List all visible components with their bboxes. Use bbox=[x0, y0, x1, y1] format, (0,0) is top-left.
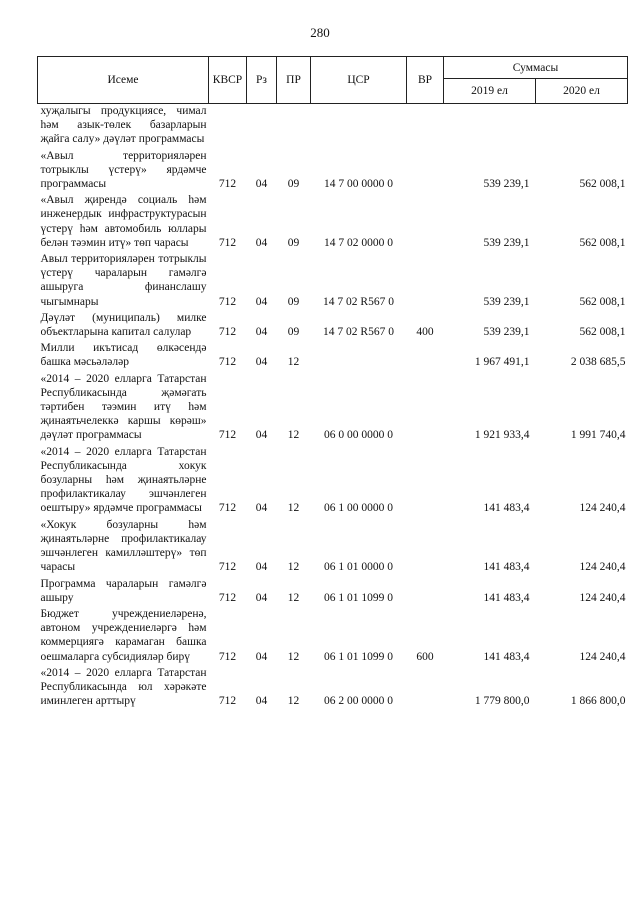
row-amount-2019: 1 967 491,1 bbox=[474, 356, 530, 369]
row-amount-2020: 1 991 740,4 bbox=[570, 429, 626, 442]
row-amount-2019: 141 483,4 bbox=[483, 561, 530, 574]
row-csr: 14 7 02 R567 0 bbox=[323, 326, 394, 339]
row-rz: 04 bbox=[255, 356, 268, 369]
row-amount-2020: 124 240,4 bbox=[579, 650, 626, 663]
row-kvsr: 712 bbox=[218, 502, 237, 515]
row-kvsr: 712 bbox=[218, 326, 237, 339]
row-amount-2020: 562 008,1 bbox=[579, 178, 626, 191]
header-kvsr: КВСР bbox=[209, 57, 247, 104]
row-amount-2019: 539 239,1 bbox=[483, 178, 530, 191]
row-pr: 09 bbox=[287, 236, 300, 249]
row-vr bbox=[407, 104, 444, 147]
row-name: «2014 – 2020 елларга Татарстан Республикасында юл хәрәкәте иминлеген арттырү bbox=[40, 666, 207, 708]
row-pr: 09 bbox=[287, 326, 300, 339]
table-row bbox=[38, 250, 628, 309]
header-vr: ВР bbox=[407, 57, 444, 104]
row-name: хуҗалыгы продукциясе, чимал һәм азык-төлек базарларын җайга салу» дәүләт программасы bbox=[40, 105, 207, 146]
table-row bbox=[38, 605, 628, 664]
row-amount-2019: 1 921 933,4 bbox=[474, 429, 530, 442]
row-csr: 14 7 02 0000 0 bbox=[324, 236, 393, 249]
header-year-2020: 2020 ел bbox=[536, 79, 628, 104]
page-number: 280 bbox=[310, 25, 330, 40]
row-name: Милли икътисад өлкәсендә башка мәсьәләләр bbox=[40, 342, 207, 369]
row-amount-2020: 562 008,1 bbox=[579, 295, 626, 308]
row-vr bbox=[407, 575, 444, 605]
row-pr: 12 bbox=[287, 356, 300, 369]
row-amount-2019: 141 483,4 bbox=[483, 591, 530, 604]
row-kvsr: 712 bbox=[218, 429, 237, 442]
row-amount-2020: 562 008,1 bbox=[579, 236, 626, 249]
row-kvsr: 712 bbox=[218, 178, 237, 191]
header-csr: ЦСР bbox=[311, 57, 407, 104]
row-rz: 04 bbox=[255, 591, 268, 604]
row-name: «Хокук бозуларны һәм җинаятьләрне профилактикалау эшчәнлеген камилләштерү» төп чарасы bbox=[40, 518, 207, 574]
row-pr: 12 bbox=[287, 561, 300, 574]
row-pr: 12 bbox=[287, 695, 300, 708]
row-amount-2019: 539 239,1 bbox=[483, 236, 530, 249]
row-vr bbox=[407, 147, 444, 192]
row-vr bbox=[407, 250, 444, 309]
row-csr: 14 7 00 0000 0 bbox=[324, 178, 393, 191]
row-name: «Авыл җирендә социаль һәм инженердык инфраструктурасын үстерү һәм автомобиль юллары белән тәэмин итү» төп чарасы bbox=[40, 194, 207, 249]
row-pr: 12 bbox=[287, 429, 300, 442]
row-csr: 06 1 01 1099 0 bbox=[324, 650, 393, 663]
row-rz: 04 bbox=[255, 429, 268, 442]
row-amount-2019: 141 483,4 bbox=[483, 502, 530, 515]
row-csr: 14 7 02 R567 0 bbox=[323, 295, 394, 308]
row-amount-2019: 539 239,1 bbox=[483, 295, 530, 308]
row-vr: 600 bbox=[416, 650, 434, 663]
table-row bbox=[38, 516, 628, 575]
header-rz: Рз bbox=[247, 57, 277, 104]
row-kvsr: 712 bbox=[218, 591, 237, 604]
row-vr bbox=[407, 370, 444, 443]
row-rz: 04 bbox=[255, 502, 268, 515]
row-vr bbox=[407, 339, 444, 369]
row-amount-2019 bbox=[444, 104, 536, 147]
table-body bbox=[38, 104, 628, 709]
table-header bbox=[38, 57, 628, 104]
row-amount-2019: 141 483,4 bbox=[483, 650, 530, 663]
row-rz: 04 bbox=[255, 695, 268, 708]
row-rz: 04 bbox=[255, 326, 268, 339]
row-name: «2014 – 2020 елларга Татарстан Республикасында хокук бозуларны һәм җинаятьләрне профилактикалау эшчәнлеген оештыру» ярдәмче программасы bbox=[40, 445, 207, 515]
row-name: Авыл территорияләрен тотрыклы үстерү чараларын гамәлгә ашыруга финанслашу чыгымнары bbox=[40, 253, 207, 308]
row-amount-2020: 1 866 800,0 bbox=[570, 695, 626, 708]
row-vr bbox=[407, 516, 444, 575]
row-pr: 12 bbox=[287, 650, 300, 663]
row-rz: 04 bbox=[255, 178, 268, 191]
row-amount-2019: 1 779 800,0 bbox=[474, 695, 530, 708]
row-kvsr: 712 bbox=[218, 236, 237, 249]
row-vr bbox=[407, 443, 444, 516]
row-amount-2020: 2 038 685,5 bbox=[570, 356, 626, 369]
header-year-2019: 2019 ел bbox=[444, 79, 536, 104]
row-kvsr bbox=[209, 104, 247, 147]
row-vr: 400 bbox=[416, 326, 434, 339]
row-kvsr: 712 bbox=[218, 295, 237, 308]
row-csr bbox=[311, 339, 407, 369]
table-row bbox=[38, 147, 628, 192]
row-rz: 04 bbox=[255, 236, 268, 249]
table-row bbox=[38, 339, 628, 369]
row-csr: 06 2 00 0000 0 bbox=[324, 695, 393, 708]
row-csr bbox=[311, 104, 407, 147]
row-amount-2020 bbox=[536, 104, 628, 147]
table-row bbox=[38, 664, 628, 709]
table-row bbox=[38, 104, 628, 147]
row-kvsr: 712 bbox=[218, 650, 237, 663]
row-amount-2020: 124 240,4 bbox=[579, 591, 626, 604]
row-vr bbox=[407, 664, 444, 709]
row-name: «Авыл территорияләрен тотрыклы үстерү» ярдәмче программасы bbox=[40, 149, 207, 191]
row-pr: 12 bbox=[287, 591, 300, 604]
row-pr: 09 bbox=[287, 178, 300, 191]
row-name: Бюджет учреждениеләренә, автоном учреждениеләргә һәм коммерциягә карамаган башка оешмаларга субсидияләр бирү bbox=[40, 607, 207, 663]
row-amount-2020: 562 008,1 bbox=[579, 326, 626, 339]
row-pr: 12 bbox=[287, 502, 300, 515]
row-rz: 04 bbox=[255, 295, 268, 308]
budget-table bbox=[37, 56, 628, 708]
table-row bbox=[38, 191, 628, 250]
row-rz: 04 bbox=[255, 561, 268, 574]
table-row bbox=[38, 443, 628, 516]
table-row bbox=[38, 575, 628, 605]
header-pr: ПР bbox=[277, 57, 311, 104]
row-vr bbox=[407, 191, 444, 250]
row-rz: 04 bbox=[255, 650, 268, 663]
row-csr: 06 1 00 0000 0 bbox=[324, 502, 393, 515]
table-row bbox=[38, 309, 628, 339]
row-name: «2014 – 2020 елларга Татарстан Республикасында җәмәгать тәртибен тәэмин итү һәм җинаятьчелеккә каршы көрәш» дәүләт программасы bbox=[40, 372, 207, 442]
row-csr: 06 0 00 0000 0 bbox=[324, 429, 393, 442]
row-rz bbox=[247, 104, 277, 147]
row-name: Дәүләт (муниципаль) милке объектларына капитал салулар bbox=[40, 311, 207, 339]
row-csr: 06 1 01 0000 0 bbox=[324, 561, 393, 574]
row-pr: 09 bbox=[287, 295, 300, 308]
row-amount-2020: 124 240,4 bbox=[579, 502, 626, 515]
row-amount-2020: 124 240,4 bbox=[579, 561, 626, 574]
row-csr: 06 1 01 1099 0 bbox=[324, 591, 393, 604]
row-kvsr: 712 bbox=[218, 561, 237, 574]
header-name: Исеме bbox=[38, 57, 209, 104]
row-pr bbox=[277, 104, 311, 147]
row-name: Программа чараларын гамәлгә ашыру bbox=[40, 577, 207, 604]
row-kvsr: 712 bbox=[218, 356, 237, 369]
row-kvsr: 712 bbox=[218, 695, 237, 708]
row-amount-2019: 539 239,1 bbox=[483, 326, 530, 339]
table-row bbox=[38, 370, 628, 443]
header-sums: Суммасы bbox=[444, 57, 628, 79]
